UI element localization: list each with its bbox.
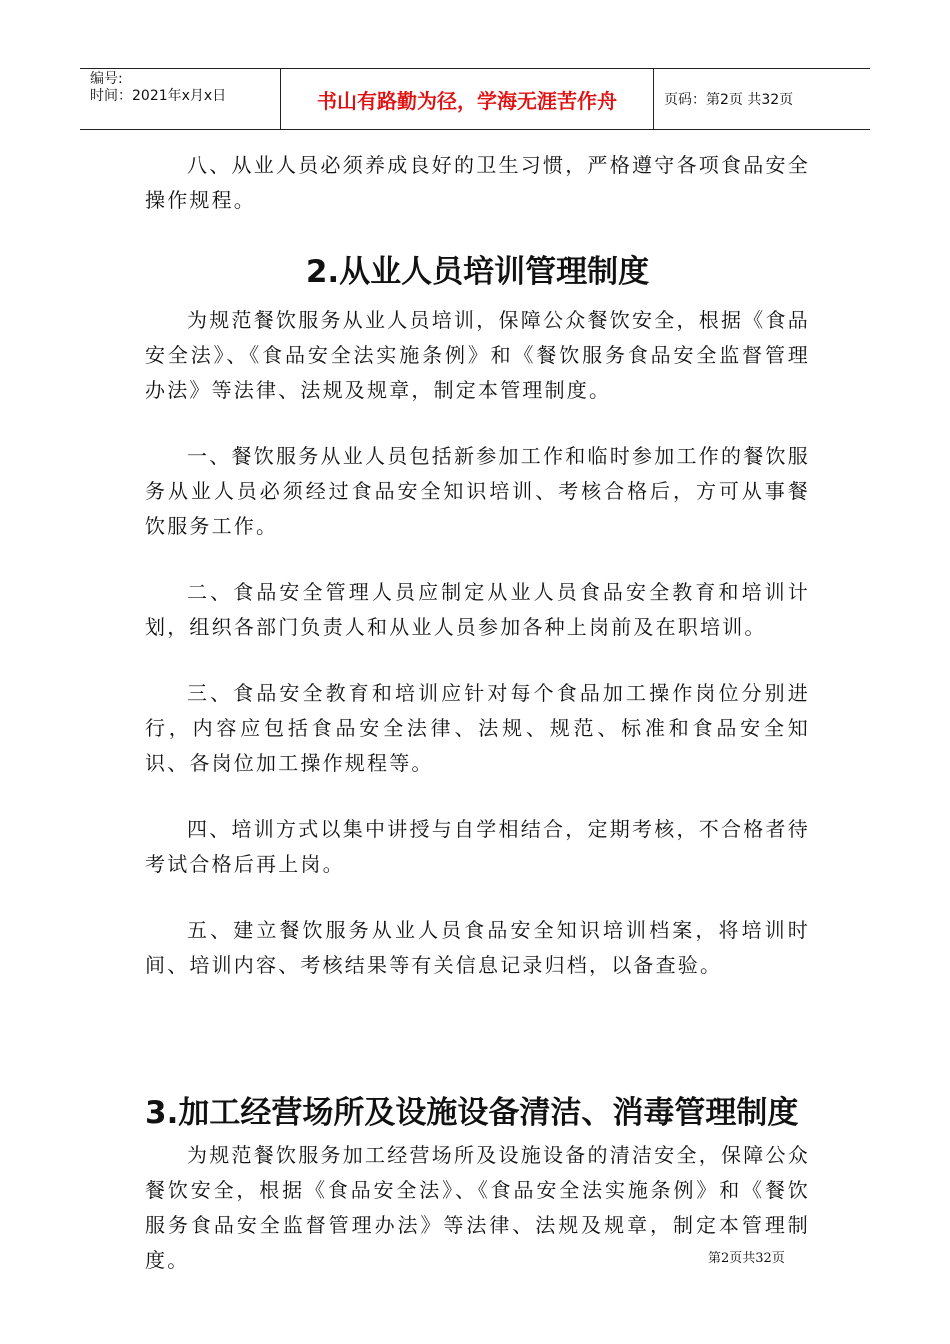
header-meta — [80, 69, 281, 129]
header-page-label: 页码：第2页 共32页 — [664, 92, 794, 108]
header-motto: 书山有路勤为径，学海无涯苦作舟 — [281, 69, 654, 129]
document-number-label: 编号: — [90, 71, 123, 87]
section-3-title: 3.加工经营场所及设施设备清洁、消毒管理制度 — [145, 1095, 799, 1131]
document-date-label: 时间：2021年x月x日 — [90, 88, 227, 104]
section-2-title: 2.从业人员培训管理制度 — [305, 254, 650, 290]
paragraph: 一、餐饮服务从业人员包括新参加工作和临时参加工作的餐饮服务从业人员必须经过食品安全知识培训、考核合格后，方可从事餐饮服务工作。 — [145, 444, 810, 538]
document-body — [145, 148, 810, 1309]
page-header — [80, 68, 870, 130]
paragraph: 八、从业人员必须养成良好的卫生习惯，严格遵守各项食品安全操作规程。 — [145, 153, 810, 212]
paragraph: 为规范餐饮服务加工经营场所及设施设备的清洁安全，保障公众餐饮安全，根据《食品安全法》、《食品安全法实施条例》和《餐饮服务食品安全监督管理办法》等法律、法规及规章，制定本管理制度。 — [145, 1143, 810, 1272]
paragraph: 二、食品安全管理人员应制定从业人员食品安全教育和培训计划，组织各部门负责人和从业人员参加各种上岗前及在职培训。 — [145, 580, 810, 639]
paragraph: 五、建立餐饮服务从业人员食品安全知识培训档案，将培训时间、培训内容、考核结果等有关信息记录归档，以备查验。 — [145, 918, 810, 977]
paragraph: 为规范餐饮服务从业人员培训，保障公众餐饮安全，根据《食品安全法》、《食品安全法实施条例》和《餐饮服务食品安全监督管理办法》等法律、法规及规章，制定本管理制度。 — [145, 308, 810, 402]
paragraph: 四、培训方式以集中讲授与自学相结合，定期考核，不合格者待考试合格后再上岗。 — [145, 817, 810, 876]
paragraph: 三、食品安全教育和培训应针对每个食品加工操作岗位分别进行，内容应包括食品安全法律、法规、规范、标准和食品安全知识、各岗位加工操作规程等。 — [145, 681, 810, 775]
page-footer: 第2页共32页 — [708, 1251, 785, 1266]
